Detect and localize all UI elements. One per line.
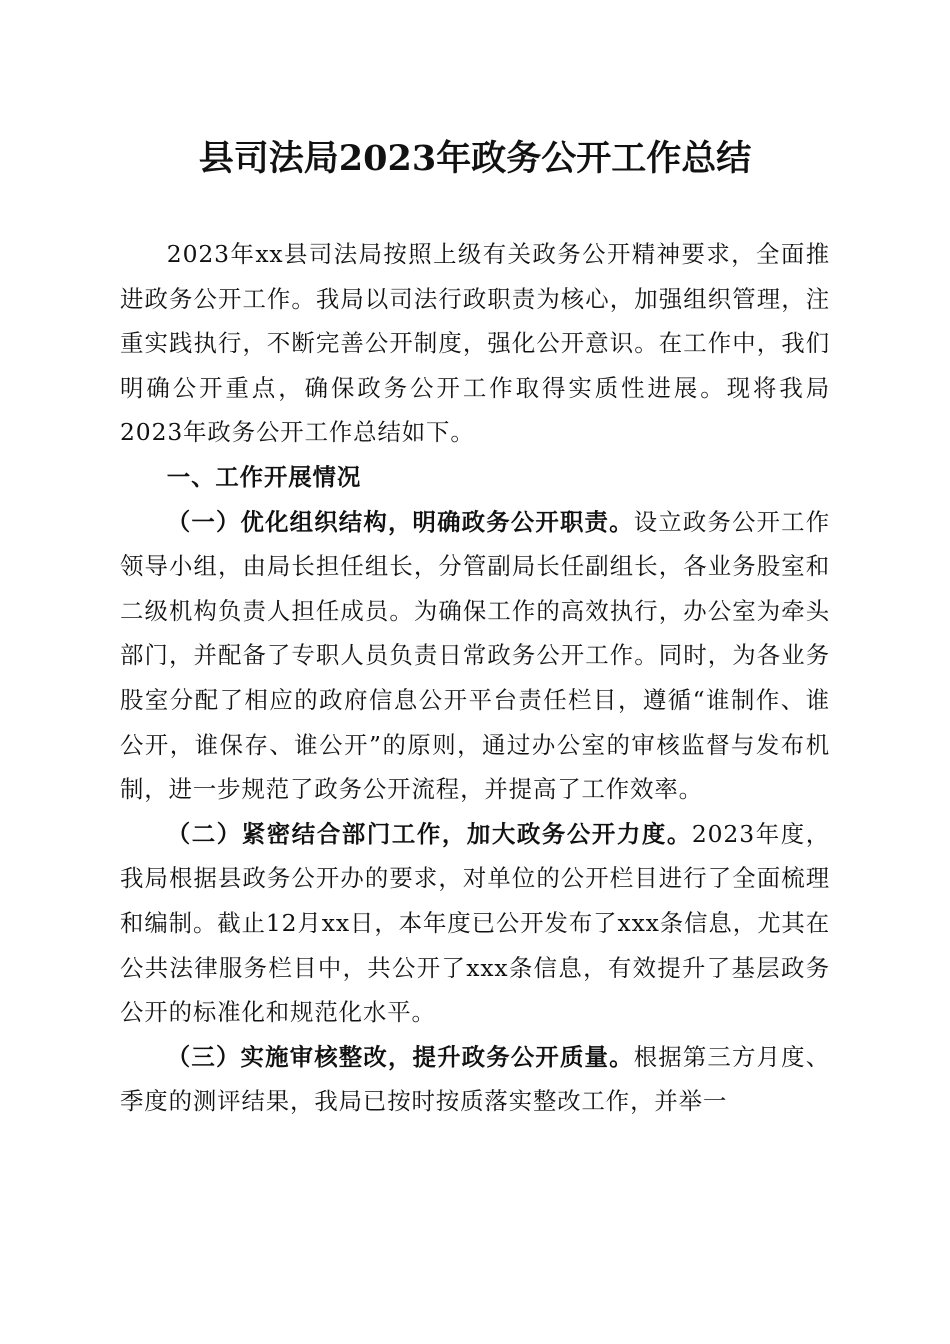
- item-subheading: （二）紧密结合部门工作，加大政务公开力度。: [166, 819, 692, 848]
- section-item-2: [120, 812, 830, 1035]
- item-text: 2023年度，我局根据县政务公开办的要求，对单位的公开栏目进行了全面梳理和编制。截止12月xx日，本年度已公开发布了xxx条信息，尤其在公共法律服务栏目中，共公开了xxx条信息，有效提升了基层政务公开的标准化和规范化水平。: [120, 819, 830, 1027]
- section-item-1: [120, 500, 830, 812]
- item-subheading: （一）优化组织结构，明确政务公开职责。: [166, 507, 634, 536]
- item-text: 设立政务公开工作领导小组，由局长担任组长，分管副局长任副组长，各业务股室和二级机构负责人担任成员。为确保工作的高效执行，办公室为牵头部门，并配备了专职人员负责日常政务公开工作。同时，为各业务股室分配了相应的政府信息公开平台责任栏目，遵循“谁制作、谁公开，谁保存、谁公开”的原则，通过办公室的审核监督与发布机制，进一步规范了政务公开流程，并提高了工作效率。: [120, 507, 830, 804]
- document-body: [120, 232, 830, 1124]
- item-subheading: （三）实施审核整改，提升政务公开质量。: [166, 1042, 634, 1071]
- item-text: 根据第三方月度、季度的测评结果，我局已按时按质落实整改工作，并举一: [120, 1042, 830, 1116]
- intro-paragraph: 2023年xx县司法局按照上级有关政务公开精神要求，全面推进政务公开工作。我局以司法行政职责为核心，加强组织管理，注重实践执行，不断完善公开制度，强化公开意识。在工作中，我们明确公开重点，确保政务公开工作取得实质性进展。现将我局2023年政务公开工作总结如下。: [120, 240, 830, 447]
- document-title: 县司法局2023年政务公开工作总结: [198, 138, 752, 179]
- section-item-3: [120, 1035, 830, 1124]
- section-heading: 一、工作开展情况: [166, 462, 362, 491]
